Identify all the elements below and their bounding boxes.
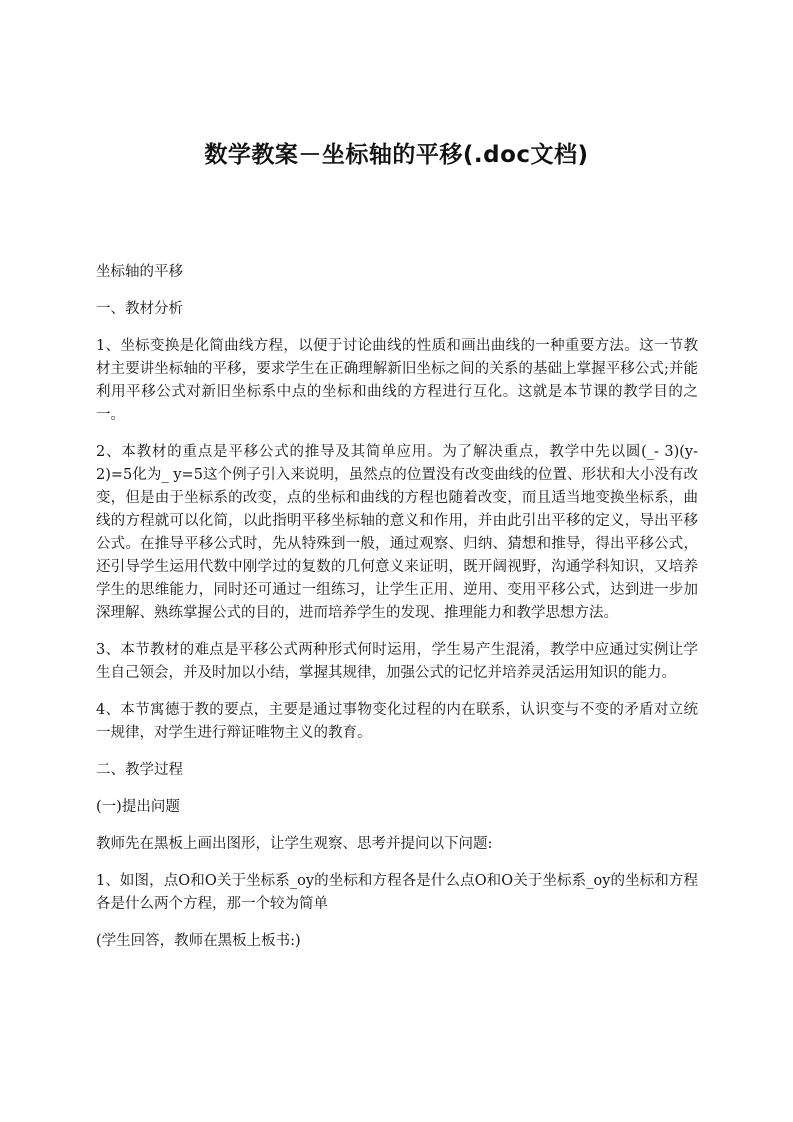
paragraph: 1、坐标变换是化简曲线方程，以便于讨论曲线的性质和画出曲线的一种重要方法。这一节教材主要讲坐标轴的平移，要求学生在正确理解新旧坐标之间的关系的基础上掌握平移公式;并能利用平移公式对新旧坐标系中点的坐标和曲线的方程进行互化。这就是本节课的教学目的之一。 <box>96 338 698 423</box>
paragraph: 2、本教材的重点是平移公式的推导及其简单应用。为了解决重点，教学中先以圆(_- 3)(y-2)=5化为_ y=5这个例子引入来说明，虽然点的位置没有改变曲线的位置、形状和大小没有改变，但是由于坐标系的改变，点的坐标和曲线的方程也随着改变，而且适当地变换坐标系，曲线的方程就可以化简，以此指明平移坐标轴的意义和作用，并由此引出平移的定义，导出平移公式。在推导平移公式时，先从特殊到一般，通过观察、归纳、猜想和推导，得出平移公式，还引导学生运用代数中刚学过的复数的几何意义来证明，既开阔视野，沟通学科知识，又培养学生的思维能力，同时还可通过一组练习，让学生正用、逆用、变用平移公式，达到进一步加深理解、熟练掌握公式的目的，进而培养学生的发现、推理能力和教学思想方法。 <box>96 444 698 621</box>
paragraph: 1、如图，点O和O关于坐标系_oy的坐标和方程各是什么点O和O关于坐标系_oy的坐标和方程各是什么两个方程，那一个较为简单 <box>96 873 698 912</box>
subsection-heading: (一)提出问题 <box>96 799 180 815</box>
section-heading: 坐标轴的平移 <box>96 264 183 280</box>
document-title: 数学教案－坐标轴的平移(.doc文档) <box>204 142 589 168</box>
section-heading: 二、教学过程 <box>96 762 183 778</box>
paragraph: 教师先在黑板上画出图形，让学生观察、思考并提问以下问题: <box>96 836 493 852</box>
document-body <box>96 261 698 967</box>
section-heading: 一、教材分析 <box>96 301 183 317</box>
paragraph: (学生回答，教师在黑板上板书:) <box>96 933 301 949</box>
paragraph: 3、本节教材的难点是平移公式两种形式何时运用，学生易产生混淆，教学中应通过实例让学生自己领会，并及时加以小结，掌握其规律，加强公式的记忆并培养灵活运用知识的能力。 <box>96 642 698 681</box>
paragraph: 4、本节寓德于教的要点，主要是通过事物变化过程的内在联系，认识变与不变的矛盾对立统一规律，对学生进行辩证唯物主义的教育。 <box>96 702 698 741</box>
